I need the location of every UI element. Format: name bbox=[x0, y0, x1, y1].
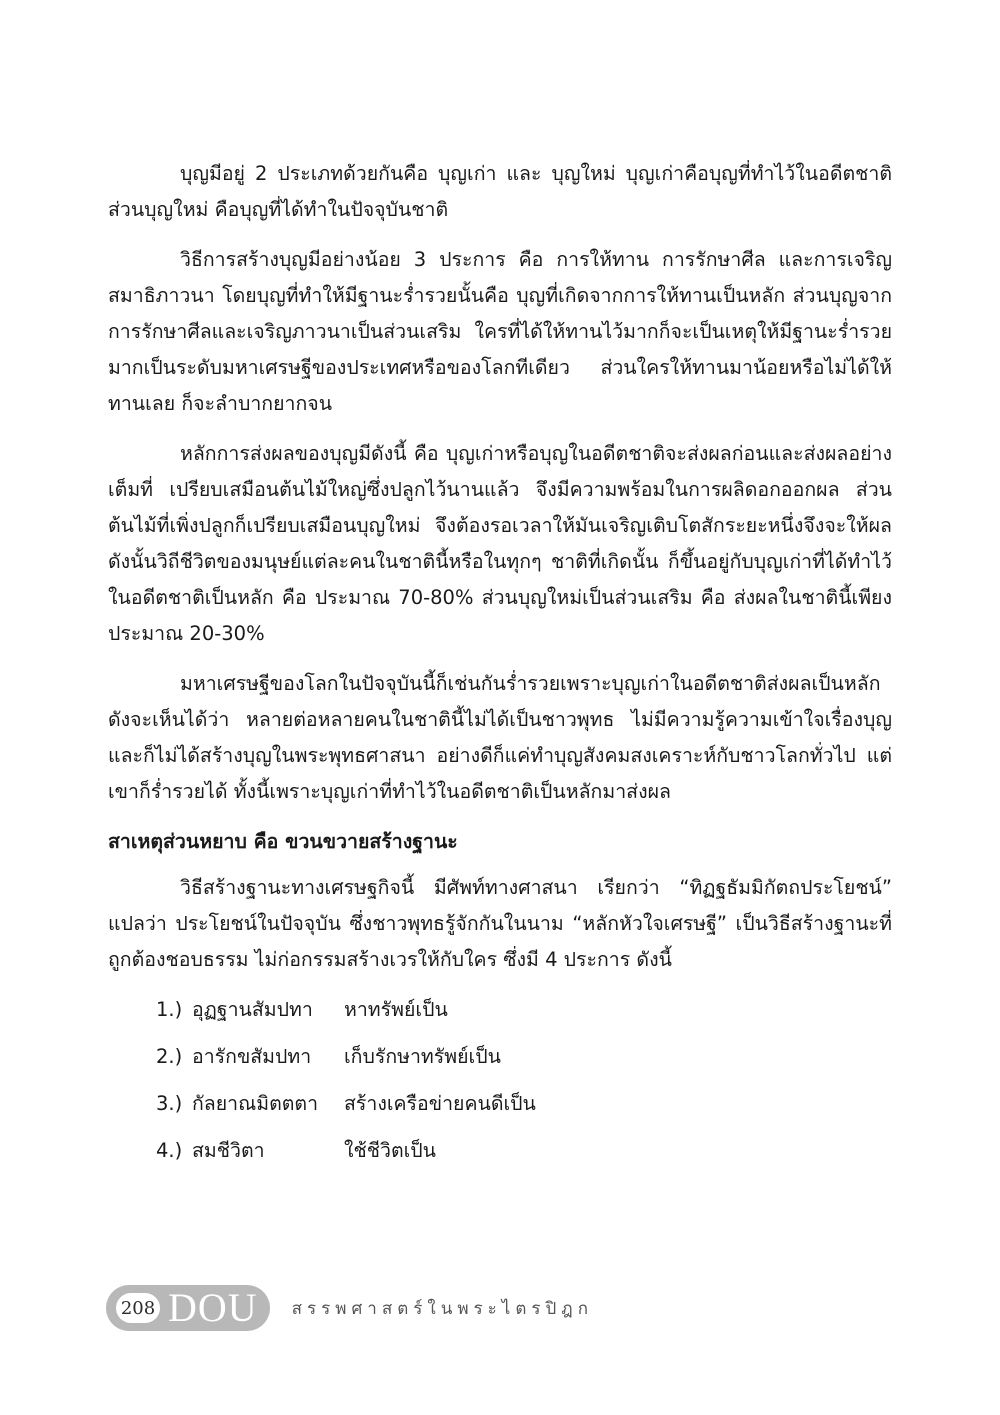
list-item bbox=[108, 1133, 892, 1169]
list-term: อารักขสัมปทา bbox=[192, 1045, 312, 1068]
principles-list bbox=[108, 992, 892, 1169]
list-item bbox=[108, 1086, 892, 1122]
paragraph-4: มหาเศรษฐีของโลกในปัจจุบันนี้ก็เช่นกันร่ำรวยเพราะบุญเก่าในอดีตชาติส่งผลเป็นหลัก ดังจะเห็นได้ว่า หลายต่อหลายคนในชาตินี้ไม่ได้เป็นชาวพุทธ ไม่มีความรู้ความเข้าใจเรื่องบุญ และก็ไม่ได้สร้างบุญในพระพุทธศาสนา อย่างดีก็แค่ทำบุญสังคมสงเคราะห์กับชาวโลกทั่วไป แต่เขาก็ร่ำรวยได้ ทั้งนี้เพราะบุญเก่าที่ทำไว้ในอดีตชาติเป็นหลักมาส่งผล bbox=[108, 672, 892, 803]
list-number: 3.) bbox=[156, 1092, 183, 1115]
page-footer bbox=[106, 1285, 593, 1331]
paragraph-1: บุญมีอยู่ 2 ประเภทด้วยกันคือ บุญเก่า และ บุญใหม่ บุญเก่าคือบุญที่ทำไว้ในอดีตชาติ ส่วนบุญใหม่ คือบุญที่ได้ทำในปัจจุบันชาติ bbox=[108, 162, 892, 221]
list-item bbox=[108, 992, 892, 1028]
footer-badge bbox=[106, 1285, 270, 1331]
list-meaning: สร้างเครือข่ายคนดีเป็น bbox=[344, 1092, 536, 1115]
section-heading: สาเหตุส่วนหยาบ คือ ขวนขวายสร้างฐานะ bbox=[108, 830, 458, 853]
brand-logo: DOU bbox=[168, 1285, 258, 1330]
list-term: อุฏฐานสัมปทา bbox=[192, 998, 313, 1021]
paragraph-3: หลักการส่งผลของบุญมีดังนี้ คือ บุญเก่าหรือบุญในอดีตชาติจะส่งผลก่อนและส่งผลอย่างเต็มที่ เปรียบเสมือนต้นไม้ใหญ่ซึ่งปลูกไว้นานแล้ว จึงมีความพร้อมในการผลิดอกออกผล ส่วนต้นไม้ที่เพิ่งปลูกก็เปรียบเสมือนบุญใหม่ จึงต้องรอเวลาให้มันเจริญเติบโตสักระยะหนึ่งจึงจะให้ผล ดังนั้นวิถีชีวิตของมนุษย์แต่ละคนในชาตินี้หรือในทุกๆ ชาติที่เกิดนั้น ก็ขึ้นอยู่กับบุญเก่าที่ได้ทำไว้ในอดีตชาติเป็นหลัก คือ ประมาณ 70-80% ส่วนบุญใหม่เป็นส่วนเสริม คือ ส่งผลในชาตินี้เพียงประมาณ 20-30% bbox=[108, 442, 892, 645]
list-meaning: หาทรัพย์เป็น bbox=[344, 998, 448, 1021]
list-number: 1.) bbox=[156, 998, 183, 1021]
book-title: สรรพศาสตร์ในพระไตรปิฎก bbox=[291, 1298, 594, 1319]
intro-paragraph: วิธีสร้างฐานะทางเศรษฐกิจนี้ มีศัพท์ทางศาสนา เรียกว่า “ทิฏฐธัมมิกัตถประโยชน์” แปลว่า ประโยชน์ในปัจจุบัน ซึ่งชาวพุทธรู้จักกันในนาม “หลักหัวใจเศรษฐี” เป็นวิธีสร้างฐานะที่ถูกต้องชอบธรรม ไม่ก่อกรรมสร้างเวรให้กับใคร ซึ่งมี 4 ประการ ดังนี้ bbox=[108, 876, 892, 971]
list-item bbox=[108, 1039, 892, 1075]
paragraph-2: วิธีการสร้างบุญมีอย่างน้อย 3 ประการ คือ การให้ทาน การรักษาศีล และการเจริญสมาธิภาวนา โดยบุญที่ทำให้มีฐานะร่ำรวยนั้นคือ บุญที่เกิดจากการให้ทานเป็นหลัก ส่วนบุญจากการรักษาศีลและเจริญภาวนาเป็นส่วนเสริม ใครที่ได้ให้ทานไว้มากก็จะเป็นเหตุให้มีฐานะร่ำรวยมากเป็นระดับมหาเศรษฐีของประเทศหรือของโลกทีเดียว ส่วนใครให้ทานมาน้อยหรือไม่ได้ให้ทานเลย ก็จะลำบากยากจน bbox=[108, 248, 892, 415]
page-body bbox=[108, 156, 892, 1180]
list-term: กัลยาณมิตตตา bbox=[192, 1092, 319, 1115]
list-number: 4.) bbox=[156, 1139, 183, 1162]
list-term: สมชีวิตา bbox=[192, 1139, 265, 1162]
list-meaning: ใช้ชีวิตเป็น bbox=[344, 1139, 436, 1162]
list-meaning: เก็บรักษาทรัพย์เป็น bbox=[344, 1045, 501, 1068]
list-number: 2.) bbox=[156, 1045, 183, 1068]
page-number: 208 bbox=[116, 1293, 160, 1323]
